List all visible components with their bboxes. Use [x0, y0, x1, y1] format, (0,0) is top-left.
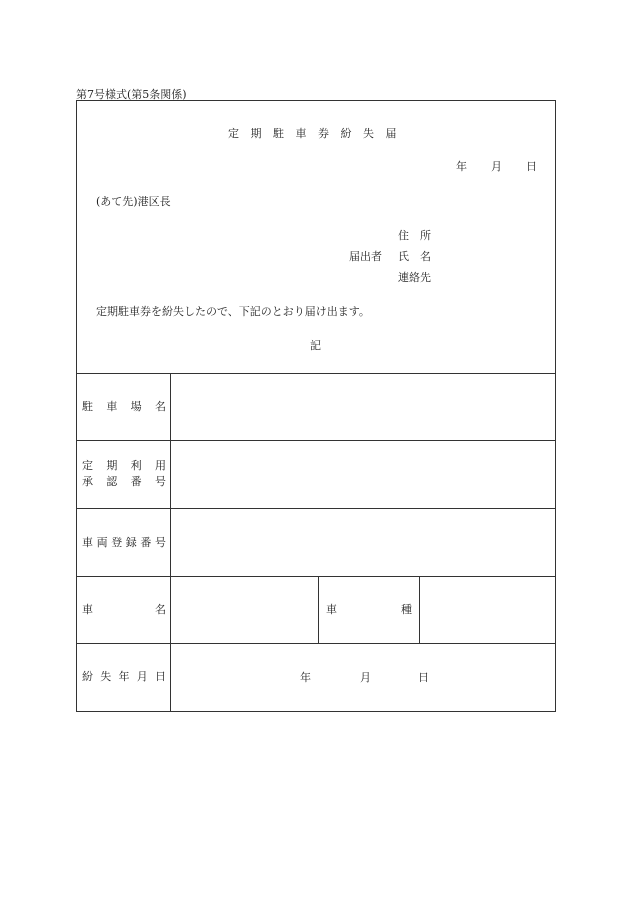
addressee: (あて先)港区長: [96, 195, 171, 208]
day-unit: 日: [526, 160, 537, 173]
parking-name-label: 駐 車 場 名: [82, 400, 166, 413]
label-column-divider: [170, 373, 171, 711]
address-label: 住 所: [398, 229, 431, 242]
car-type-field[interactable]: [421, 578, 554, 642]
parking-name-field[interactable]: [172, 375, 554, 439]
submission-date: [456, 158, 537, 174]
applicant-label: 届出者: [349, 250, 382, 263]
form-title: 定期駐車券紛失届: [228, 127, 408, 140]
car-column-divider: [318, 576, 319, 643]
car-name-field[interactable]: [172, 578, 316, 642]
car-type-label: 車 種: [326, 603, 412, 616]
ki-heading: 記: [310, 339, 321, 352]
year-unit: 年: [456, 160, 467, 173]
registration-number-field[interactable]: [172, 510, 554, 574]
lost-date-month-unit: 月: [360, 671, 371, 684]
name-label: 氏 名: [398, 250, 431, 263]
form-caption: 第7号様式(第5条関係): [76, 88, 187, 101]
car-type-column-divider: [419, 576, 420, 643]
lost-date-day-unit: 日: [418, 671, 429, 684]
contact-label: 連絡先: [398, 271, 431, 284]
lost-date-label: 紛 失 年 月 日: [82, 670, 166, 683]
row-divider: [76, 576, 556, 577]
table-top-line: [76, 373, 556, 374]
row-divider: [76, 643, 556, 644]
registration-number-label: 車 両 登 録 番 号: [82, 536, 166, 549]
lost-date-year-unit: 年: [300, 671, 311, 684]
permit-number-label: 定 期 利 用 承 認 番 号: [82, 459, 166, 488]
permit-number-field[interactable]: [172, 442, 554, 506]
row-divider: [76, 440, 556, 441]
month-unit: 月: [491, 160, 502, 173]
row-divider: [76, 508, 556, 509]
car-name-label: 車 名: [82, 603, 166, 616]
statement: 定期駐車券を紛失したので、下記のとおり届け出ます。: [96, 305, 370, 318]
